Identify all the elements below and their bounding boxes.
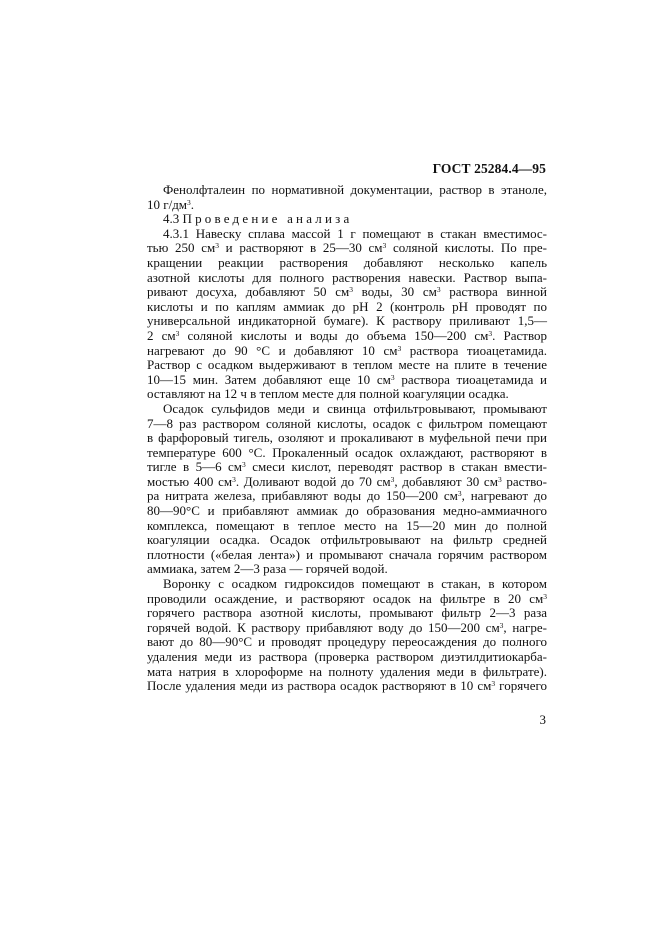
- text-line: 4.3.1 Навеску сплава массой 1 г помещают в стакан вместимос-: [163, 225, 547, 241]
- page-number: 3: [539, 712, 546, 727]
- superscript: 3: [242, 460, 246, 470]
- text-line: После удаления меди из раствора осадок растворяют в 10 $см^3$ горячего: [147, 678, 547, 694]
- document-body: [147, 183, 547, 694]
- text-line: горячего раствора азотной кислоты, промывают фильтр 2—3 раза: [147, 605, 547, 621]
- text-line: мостью 400 $см^3$. Доливают водой до 70 $см^3$, добавляют 30 $см^3$ раство-: [147, 473, 548, 489]
- text-line: удаления меди из раствора (проверка раствором диэтилдитиокарба-: [147, 649, 547, 664]
- section-heading: Проведение анализа: [182, 211, 353, 227]
- text-line: азотной кислоты для полного растворения навески. Раствор выпа-: [147, 269, 547, 285]
- superscript: 3: [382, 241, 387, 251]
- paragraph-section-4-3: [147, 212, 547, 227]
- text-line: в фарфоровый тигель, озоляют и прокаливают в муфельной печи при: [147, 430, 547, 446]
- superscript: 3: [488, 328, 493, 338]
- text-line: коагуляции осадка. Осадок отфильтровывают на фильтр средней: [147, 532, 547, 548]
- superscript: 3: [497, 474, 502, 484]
- text-line: Осадок сульфидов меди и свинца отфильтровывают, промывают: [163, 400, 547, 416]
- text-line: тью 250 $см^3$ и растворяют в 25—30 $см^3$ соляной кислоты. По пре-: [147, 240, 547, 256]
- text-line: ривают досуха, добавляют 50 $см^3$ воды, 30 $см^3$ раствора винной: [147, 284, 547, 300]
- superscript: 3: [543, 591, 547, 601]
- text-line: проводили осаждение, и растворяют осадок на фильтре в 20 $см^3$: [147, 590, 547, 606]
- superscript: 3: [175, 328, 180, 338]
- text-line: температуре 600 °С. Прокаленный осадок охлаждают, растворяют в: [147, 444, 547, 460]
- standard-number-header: ГОСТ 25284.4—95: [432, 161, 546, 176]
- superscript: 3: [457, 489, 462, 499]
- superscript: 3: [499, 620, 504, 630]
- superscript: 3: [491, 679, 496, 689]
- text-line: Фенолфталеин по нормативной документации, раствор в этаноле,: [163, 182, 547, 197]
- text-line: Воронку с осадком гидроксидов помещают в стакан, в котором: [163, 576, 547, 592]
- text-line: кислоты и по каплям аммиак до рН 2 (контроль рН проводят по: [147, 298, 547, 314]
- superscript: 3: [436, 285, 441, 295]
- text-line: мата натрия в хлороформе на полноту удаления меди в фильтрате).: [147, 663, 547, 679]
- text-line: вают до 80—90°С и проводят процедуру переосаждения до полного: [147, 634, 547, 650]
- text-line: горячей водой. К раствору прибавляют воду до 150—200 $см^3$, нагре-: [147, 619, 547, 635]
- text-line: аммиака, затем 2—3 раза — горячей водой.: [147, 561, 388, 577]
- paragraph-p-funnel: [147, 577, 547, 694]
- paragraph-p-4-3-1: [147, 227, 547, 402]
- text-line: ра нитрата железа, прибавляют воды до 150—200 $см^3$, нагревают до: [147, 488, 547, 504]
- superscript: 3: [349, 285, 353, 295]
- text-line: комплекса, помещают в теплое место на 15—20 мин до полной: [147, 517, 547, 533]
- superscript: 3: [187, 197, 191, 207]
- text-line: универсальной индикаторной бумаге). К раствору приливают 1,5—: [147, 313, 547, 329]
- text-line: 2 $см^3$ соляной кислоты и воды до объема 150—200 $см^3$. Раствор: [147, 327, 547, 343]
- superscript: 3: [232, 474, 236, 484]
- text-line: 4.3 Проведение анализа: [163, 211, 353, 227]
- text-line: нагревают до 90 °С и добавляют 10 $см^3$ раствора тиоацетамида.: [147, 342, 547, 358]
- text-line: кращении реакции растворения добавляют несколько капель: [147, 254, 547, 270]
- text-line: Раствор с осадком выдерживают в теплом месте на плите в течение: [147, 357, 547, 373]
- superscript: 3: [390, 474, 395, 484]
- text-line: тигле в 5—6 $см^3$ смеси кислот, переводят раствор в стакан вмести-: [147, 459, 548, 475]
- text-line: плотности («белая лента») и промывают сначала горячим раствором: [147, 546, 547, 562]
- paragraph-p1: [147, 183, 547, 212]
- superscript: 3: [215, 241, 219, 251]
- paragraph-p-sulfides: [147, 402, 547, 577]
- superscript: 3: [397, 343, 402, 353]
- text-line: 7—8 раз раствором соляной кислоты, осадок с фильтром помещают: [147, 415, 547, 431]
- superscript: 3: [390, 372, 395, 382]
- text-line: 80—90°С и прибавляют аммиак до образования медно-аммиачного: [147, 503, 547, 519]
- text-line: 10—15 мин. Затем добавляют еще 10 $см^3$ раствора тиоацетамида и: [147, 371, 548, 387]
- text-line: 10 $г/дм^3$.: [147, 196, 195, 212]
- text-line: оставляют на 12 ч в теплом месте для полной коагуляции осадка.: [147, 386, 509, 402]
